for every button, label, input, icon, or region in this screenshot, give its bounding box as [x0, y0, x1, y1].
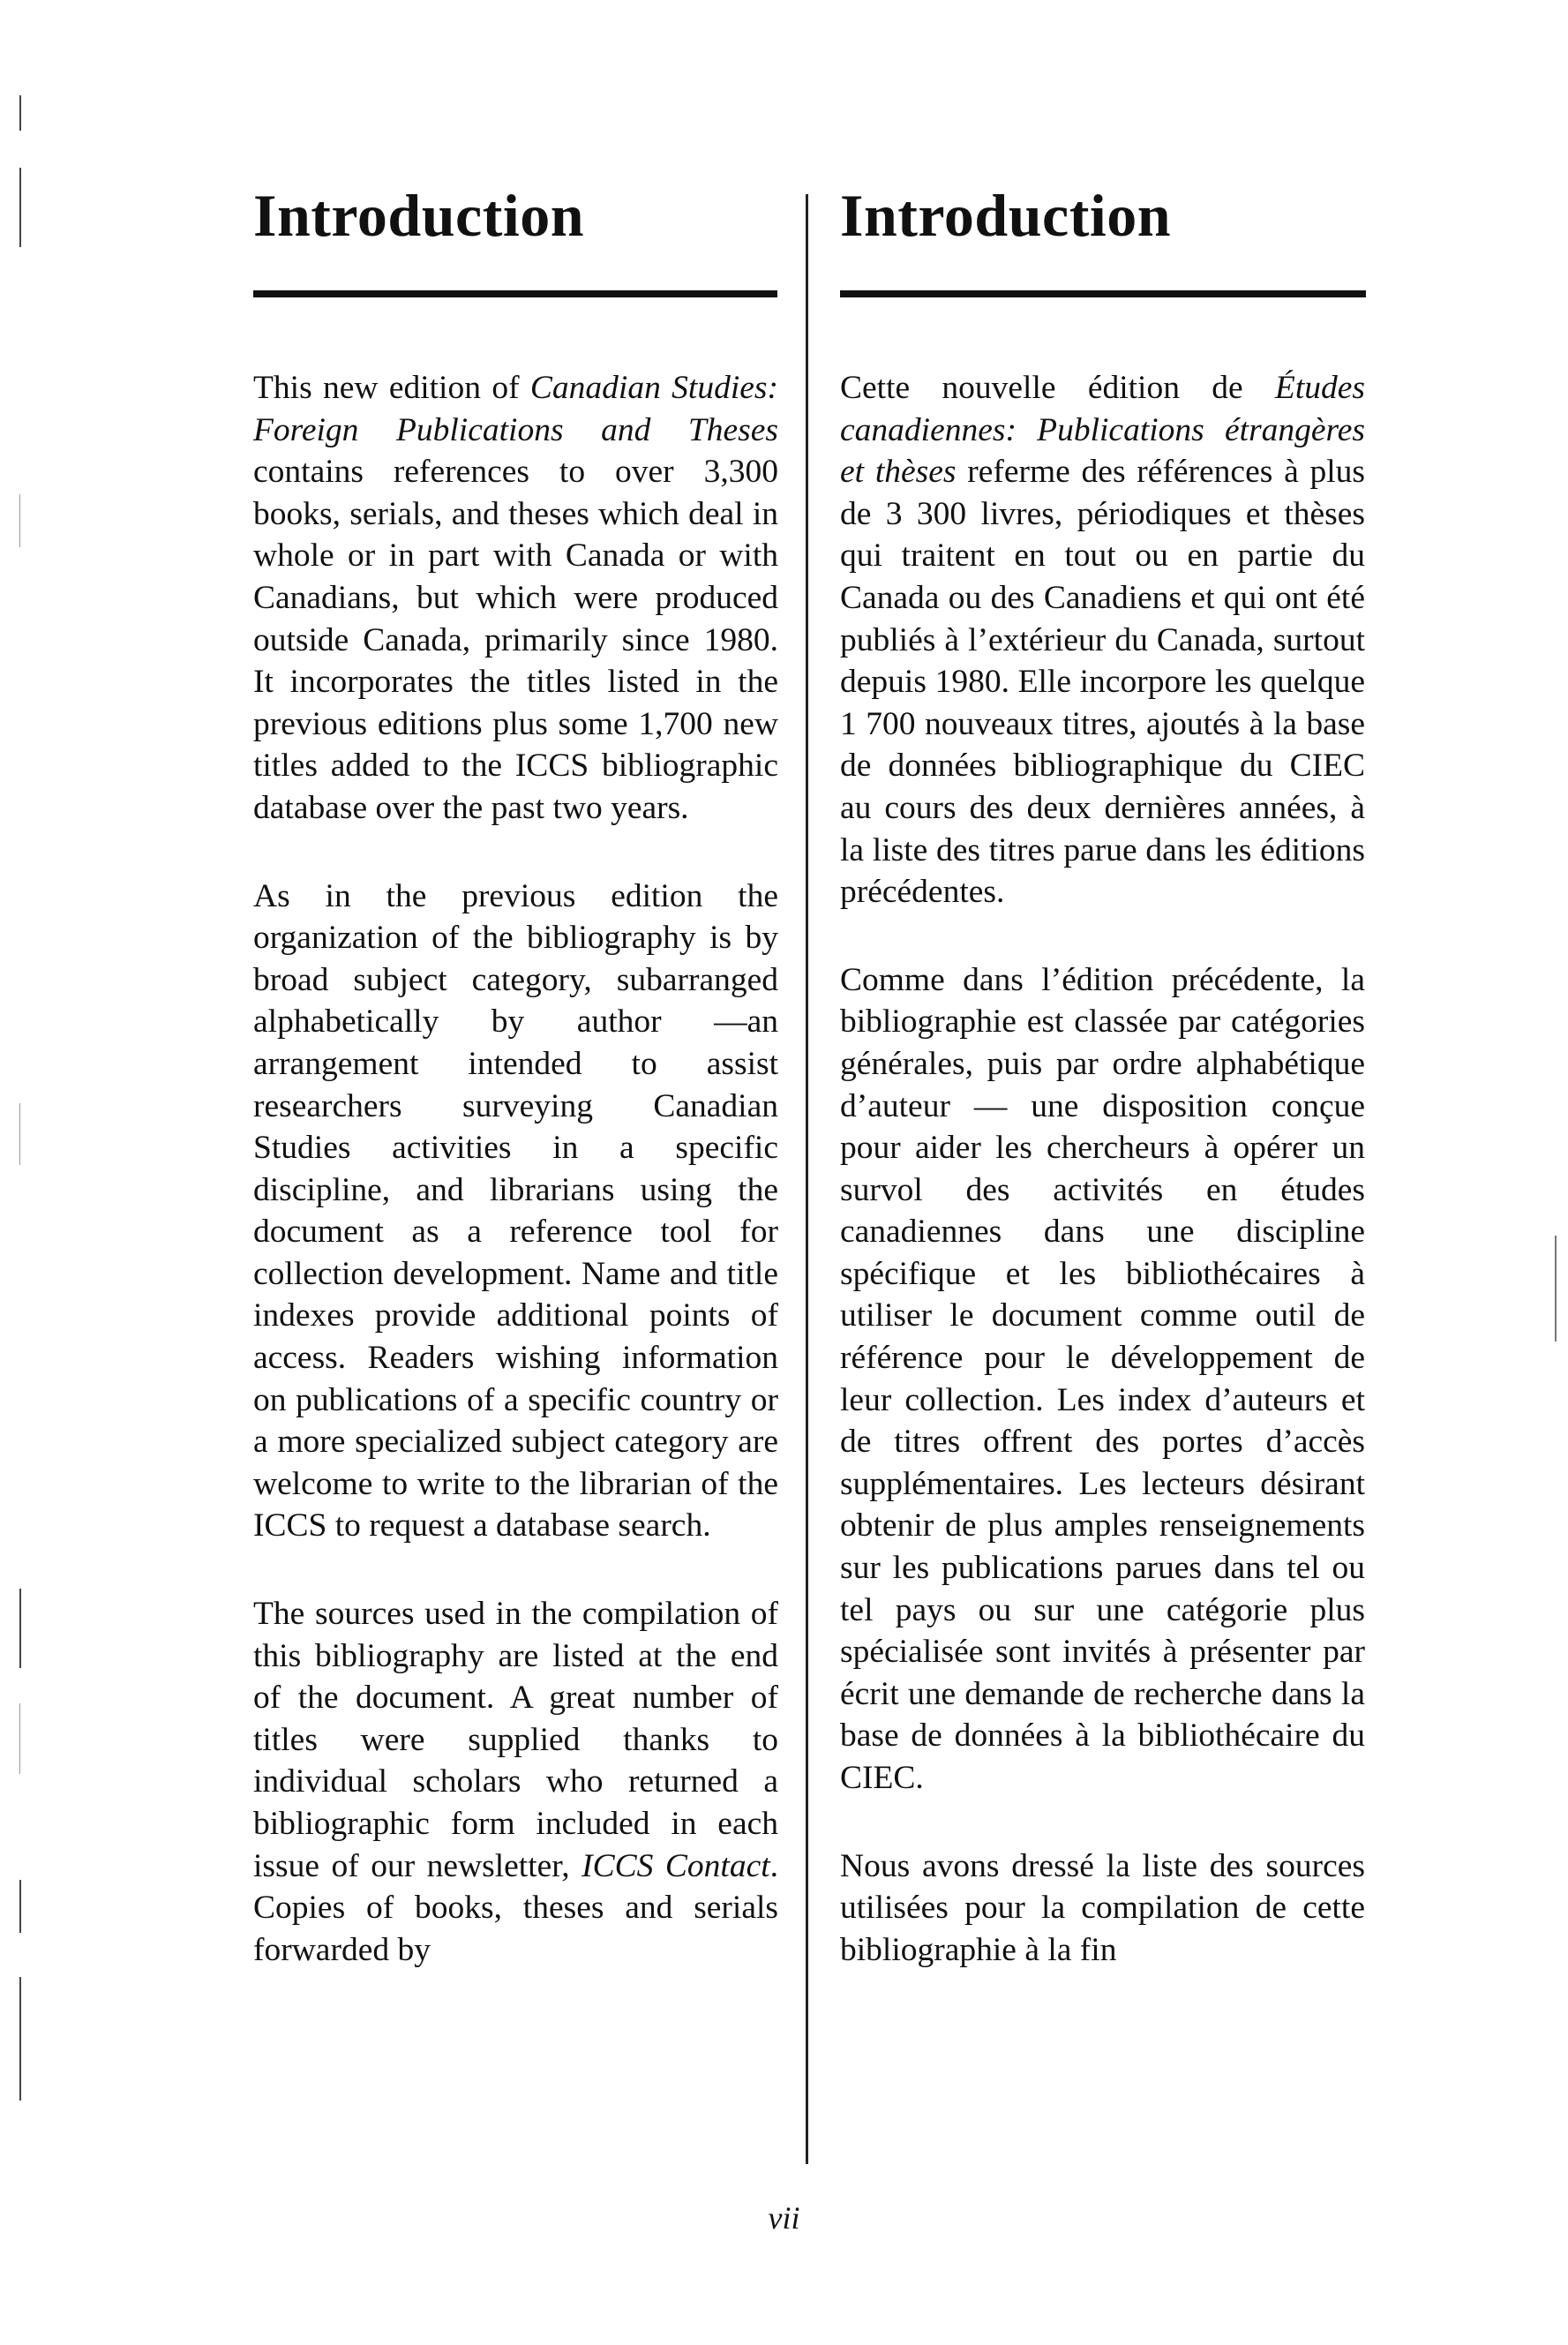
- scan-margin-mark: [19, 1880, 21, 1933]
- publication-title: Canadian Studies: Foreign Publications and Theses: [253, 370, 778, 448]
- publication-title: Études canadiennes: Publications étrangères et thèses: [840, 370, 1365, 491]
- french-column: [840, 182, 1365, 2017]
- scan-margin-mark: [19, 1703, 20, 1774]
- newsletter-title: ICCS Contact: [581, 1847, 770, 1884]
- scan-margin-mark: [19, 95, 21, 131]
- english-title-rule: [253, 290, 777, 297]
- french-paragraph-2: Comme dans l’édition précédente, la bibliographie est classée par catégories générales, puis par ordre alphabétique d’auteur — une disposition conçue pour aider les chercheurs à opérer un survol des activités en études canadiennes dans une discipline spécifique et les bibliothécaires à utiliser le document comme outil de référence pour le développement de leur collection. Les index d’auteurs et de titres offrent des portes d’accès supplémentaires. Les lecteurs désirant obtenir de plus amples renseignements sur les publications parues dans tel ou tel pays ou sur une catégorie plus spécialisée sont invités à présenter par écrit une demande de recherche dans la base de données à la bibliothécaire du CIEC.: [840, 961, 1365, 1796]
- french-title-rule: [840, 290, 1366, 297]
- english-paragraph-3: The sources used in the compilation of this bibliography are listed at the end of the document. A great number of titles were supplied thanks to individual scholars who returned a bibliographic form included in each issue of our newsletter, ICCS Contact. Copies of books, theses and serials forwarded by: [253, 1596, 779, 1968]
- english-column: [253, 182, 779, 2017]
- column-divider: [806, 194, 808, 2164]
- english-paragraph-1: This new edition of Canadian Studies: Foreign Publications and Theses contains references to over 3,300 books, serials, and theses which deal in whole or in part with Canada or with Canadians, but which were produced outside Canada, primarily since 1980. It incorporates the titles listed in the previous editions plus some 1,700 new titles added to the ICCS bibliographic database over the past two years.: [253, 370, 778, 826]
- english-paragraph-2: As in the previous edition the organization of the bibliography is by broad subject category, subarranged alphabetically by author —an arrangement intended to assist researchers surveying Canadian Studies activities in a specific discipline, and librarians using the document as a reference tool for collection development. Name and title indexes provide additional points of access. Readers wishing information on publications of a specific country or a more specialized subject category are welcome to write to the librarian of the ICCS to request a database search.: [253, 877, 778, 1545]
- english-body: [253, 367, 778, 1971]
- french-title: Introduction: [840, 182, 1172, 249]
- scan-margin-mark: [1555, 1236, 1557, 1342]
- scan-margin-mark: [19, 168, 21, 247]
- scan-margin-mark: [19, 1589, 21, 1668]
- french-body: [840, 367, 1365, 1971]
- french-paragraph-3: Nous avons dressé la liste des sources utilisées pour la compilation de cette bibliographie à la fin: [840, 1847, 1365, 1968]
- page-number: vii: [768, 2200, 800, 2236]
- scan-margin-mark: [19, 1977, 21, 2101]
- french-paragraph-1: Cette nouvelle édition de Études canadiennes: Publications étrangères et thèses referme des références à plus de 3 300 livres, périodiques et thèses qui traitent en tout ou en partie du Canada ou des Canadiens et qui ont été publiés à l’extérieur du Canada, surtout depuis 1980. Elle incorpore les quelque 1 700 nouveaux titres, ajoutés à la base de données bibliographique du CIEC au cours des deux dernières années, à la liste des titres parue dans les éditions précédentes.: [840, 370, 1365, 911]
- scan-margin-mark: [19, 1103, 20, 1165]
- scan-margin-mark: [19, 494, 20, 547]
- english-title: Introduction: [253, 182, 585, 249]
